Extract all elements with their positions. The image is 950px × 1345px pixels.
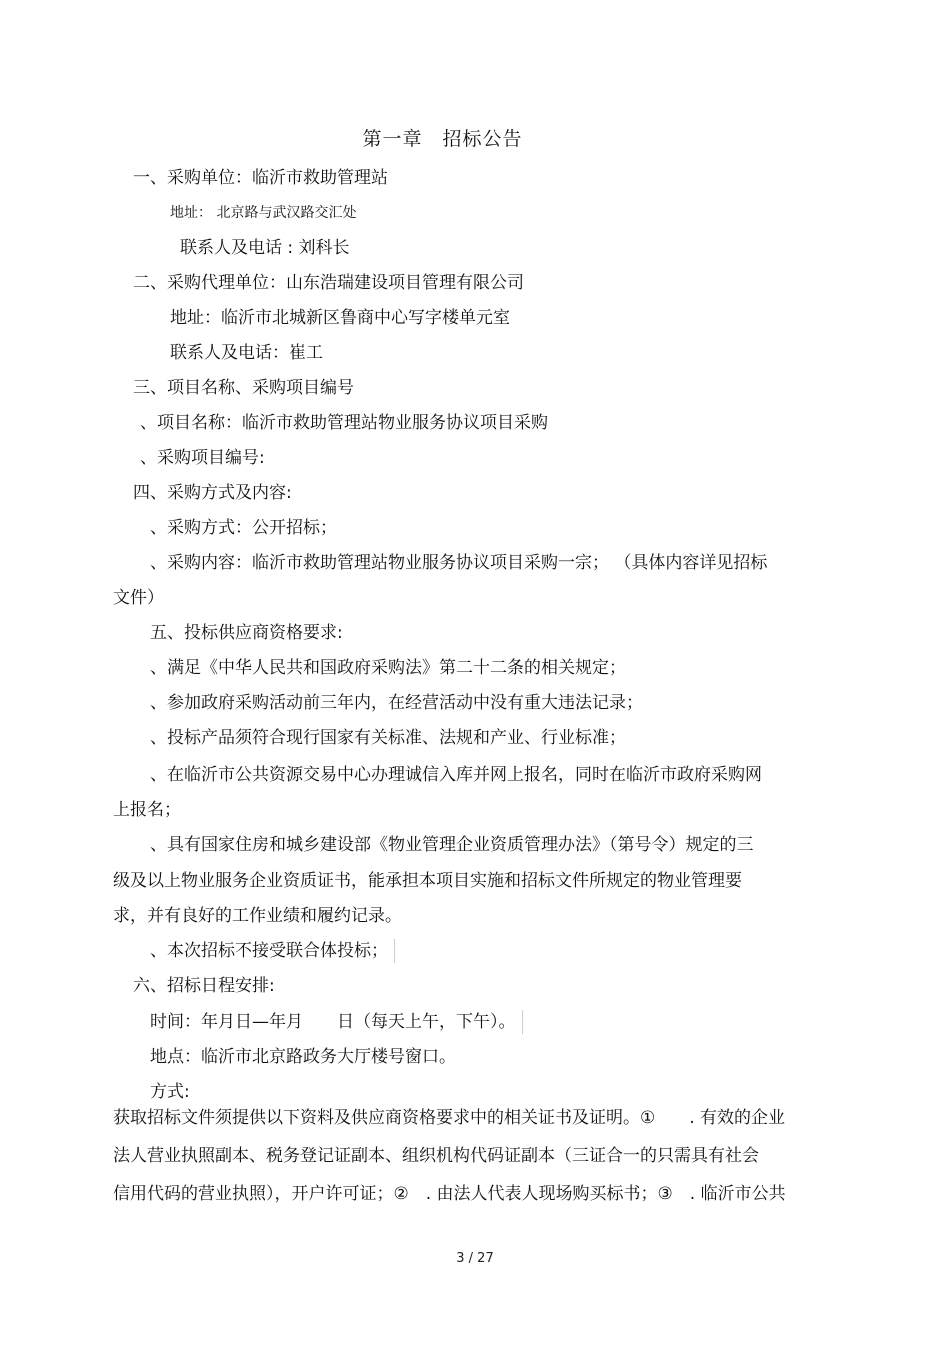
project-number: 、采购项目编号: [140,448,265,468]
method-detail-3: 信用代码的营业执照），开户许可证；② . 由法人代表人现场购买标书；③ . 临沂市公共 [113,1184,786,1204]
requirement-5: 、具有国家住房和城乡建设部《物业管理企业资质管理办法》（第号令）规定的三 [150,835,754,855]
requirement-1: 、满足《中华人民共和国政府采购法》第二十二条的相关规定； [150,658,626,678]
purchase-content: 、采购内容：临沂市救助管理站物业服务协议项目采购一宗； （具体内容详见招标 [150,553,768,573]
chapter-title: 第一章 招标公告 [362,128,523,150]
purchase-content-cont: 文件） [113,588,164,608]
project-name: 、项目名称：临沂市救助管理站物业服务协议项目采购 [140,413,548,433]
purchase-method: 、采购方式：公开招标； [150,518,337,538]
requirement-4-cont: 上报名； [113,800,181,820]
agency-address: 地址：临沂市北城新区鲁商中心写字楼单元室 [170,308,510,328]
requirement-2: 、参加政府采购活动前三年内，在经营活动中没有重大违法记录； [150,693,643,713]
requirement-5-cont2: 求，并有良好的工作业绩和履约记录。 [113,906,402,926]
section-five-heading: 五、投标供应商资格要求: [150,623,343,643]
schedule-location: 地点：临沂市北京路政务大厅楼号窗口。 [150,1047,456,1067]
purchaser-address: 地址： 北京路与武汉路交汇处 [170,205,357,221]
section-four-heading: 四、采购方式及内容: [133,483,292,503]
requirement-4: 、在临沂市公共资源交易中心办理诚信入库并网上报名，同时在临沂市政府采购网 [150,765,762,785]
schedule-method: 方式: [150,1082,190,1102]
section-six-heading: 六、招标日程安排: [133,976,275,996]
agency-unit: 二、采购代理单位：山东浩瑞建设项目管理有限公司 [133,273,524,293]
schedule-time: 时间：年月日—年月 日（每天上午，下午）。 [150,1010,523,1034]
method-detail-1: 获取招标文件须提供以下资料及供应商资格要求中的相关证书及证明。① . 有效的企业 [113,1108,786,1128]
purchaser-unit: 一、采购单位：临沂市救助管理站 [133,168,388,188]
page-number: 3 / 27 [456,1251,494,1266]
requirement-5-cont1: 级及以上物业服务企业资质证书，能承担本项目实施和招标文件所规定的物业管理要 [113,871,742,891]
agency-contact: 联系人及电话：崔工 [170,343,323,363]
requirement-3: 、投标产品须符合现行国家有关标准、法规和产业、行业标准； [150,728,626,748]
section-three-heading: 三、项目名称、采购项目编号 [133,378,354,398]
purchaser-contact: 联系人及电话 : 刘科长 [180,238,350,258]
method-detail-2: 法人营业执照副本、税务登记证副本、组织机构代码证副本（三证合一的只需具有社会 [113,1146,759,1166]
requirement-6: 、本次招标不接受联合体投标； [150,939,395,963]
